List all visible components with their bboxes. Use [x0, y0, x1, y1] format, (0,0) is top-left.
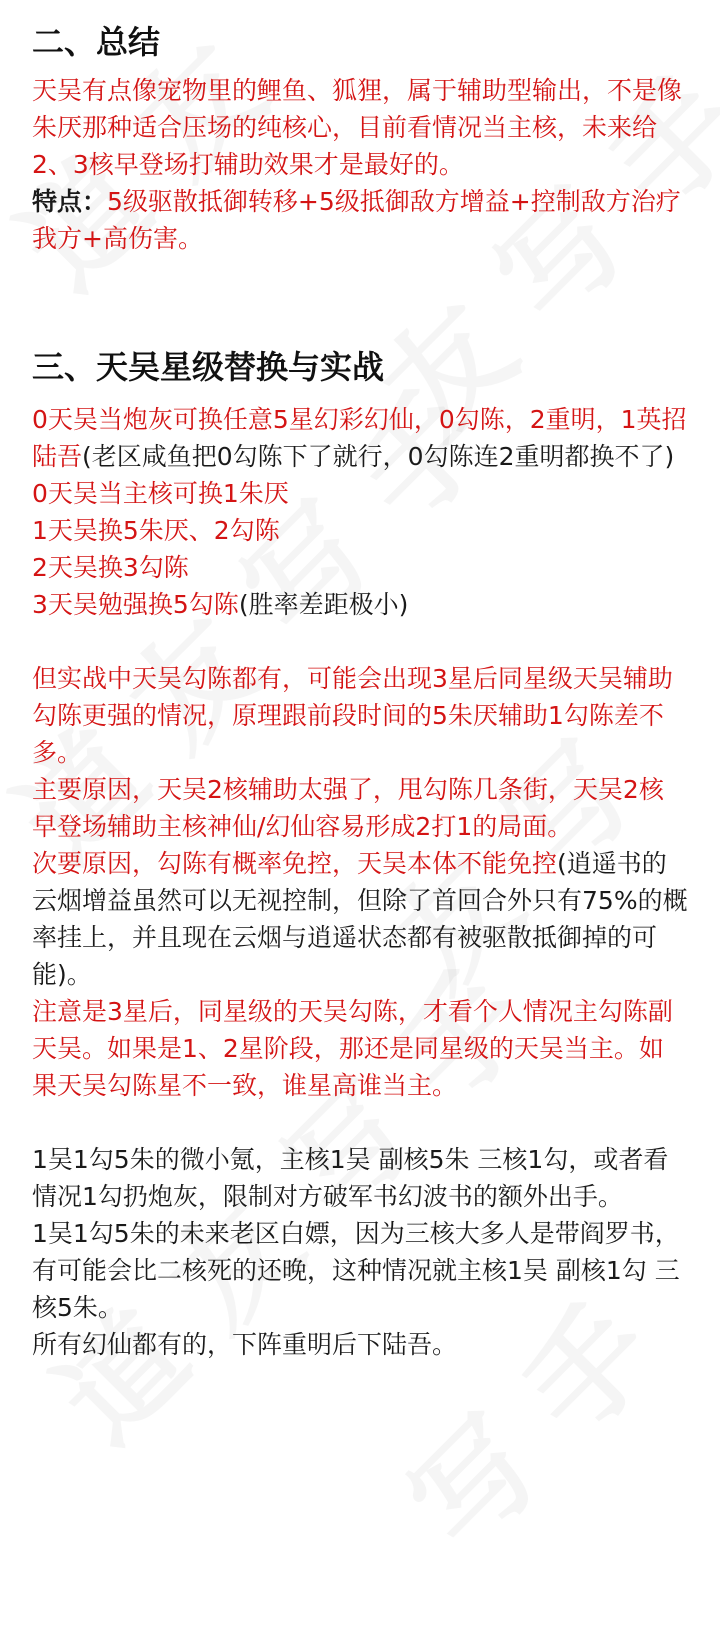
combat-paragraph-note: 注意是3星后，同星级的天吴勾陈，才看个人情况主勾陈副天吴。如果是1、2星阶段，那还是同星级的天吴当主。如果天吴勾陈星不一致，谁星高谁当主。 — [32, 997, 673, 1100]
swap-line-5-note: (胜率差距极小) — [238, 590, 409, 619]
swap-line-1-note: (老区咸鱼把0勾陈下了就行，0勾陈连2重明都换不了) — [82, 442, 675, 471]
features-text: 5级驱散抵御转移+5级抵御敌方增益+控制敌方治疗我方+高伤害。 — [32, 187, 681, 253]
lineup-paragraph-1: 1吴1勾5朱的微小氪，主核1吴 副核5朱 三核1勾，或者看情况1勾扔炮灰，限制对方破军书幻波书的额外出手。 — [32, 1145, 669, 1211]
swap-line-5 — [32, 586, 688, 623]
swap-line-1-main: 0天吴当炮灰可换任意5星幻彩幻仙，0勾陈，2重明，1英招陆吾 — [32, 405, 687, 471]
lineup-paragraph-2: 1吴1勾5朱的未来老区白嫖，因为三核大多人是带阎罗书，有可能会比二核死的还晚，这种情况就主核1吴 副核1勾 三核5朱。 — [32, 1219, 680, 1322]
secondary-reason-note: (逍遥书的云烟增益虽然可以无视控制，但除了首回合外只有75%的概率挂上，并且现在云烟与逍遥状态都有被驱散抵御掉的可能)。 — [32, 849, 688, 989]
features-paragraph — [32, 183, 688, 257]
combat-paragraph-secondary-reason — [32, 845, 688, 993]
combat-paragraph-main-reason: 主要原因，天吴2核辅助太强了，甩勾陈几条街，天吴2核早登场辅助主核神仙/幻仙容易形成2打1的局面。 — [32, 775, 664, 841]
lineup-paragraph-3: 所有幻仙都有的，下阵重明后下陆吾。 — [32, 1330, 458, 1359]
combat-paragraph-1: 但实战中天吴勾陈都有，可能会出现3星后同星级天吴辅助勾陈更强的情况，原理跟前段时间的5朱厌辅助1勾陈差不多。 — [32, 664, 673, 767]
summary-paragraph: 天吴有点像宠物里的鲤鱼、狐狸，属于辅助型输出，不是像朱厌那种适合压场的纯核心，目前看情况当主核，未来给2、3核早登场打辅助效果才是最好的。 — [32, 76, 683, 179]
section-heading-summary: 二、总结 — [32, 23, 161, 61]
swap-line-4: 2天吴换3勾陈 — [32, 553, 189, 582]
swap-line-5-main: 3天吴勉强换5勾陈 — [32, 590, 239, 619]
section-heading-star-swap: 三、天吴星级替换与实战 — [32, 348, 385, 386]
secondary-reason-main: 次要原因，勾陈有概率免控，天吴本体不能免控 — [32, 849, 558, 878]
swap-line-2: 0天吴当主核可换1朱厌 — [32, 479, 289, 508]
features-label: 特点： — [32, 187, 108, 216]
swap-line-3: 1天吴换5朱厌、2勾陈 — [32, 516, 280, 545]
swap-line-1 — [32, 401, 688, 475]
